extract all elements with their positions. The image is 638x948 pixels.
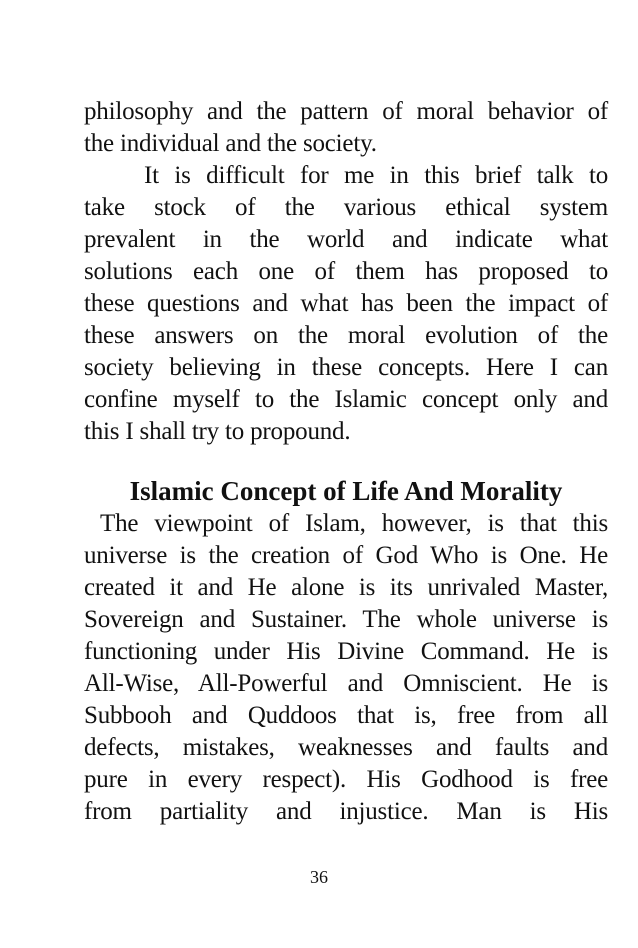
text-line: these answers on the moral evolution of the [84,322,608,349]
text-line: Sovereign and Sustainer. The whole universe is [84,606,608,633]
text-line: these questions and what has been the impact of [84,290,608,317]
text-line: universe is the creation of God Who is One. He [84,542,608,569]
text-line: The viewpoint of Islam, however, is that this [100,510,608,537]
text-line: Subbooh and Quddoos that is, free from all [84,702,608,729]
section-heading: Islamic Concept of Life And Morality [129,476,563,506]
text-line: defects, mistakes, weaknesses and faults and [84,734,608,761]
text-line: from partiality and injustice. Man is His [84,798,608,825]
text-line: this I shall try to propound. [84,418,351,445]
text-line: All-Wise, All-Powerful and Omniscient. He is [84,670,608,697]
text-line: society believing in these concepts. Here I can [84,354,608,381]
text-line: prevalent in the world and indicate what [84,226,608,253]
text-line: created it and He alone is its unrivaled Master, [84,574,608,601]
text-line: It is difficult for me in this brief talk to [144,162,608,189]
text-line: solutions each one of them has proposed to [84,258,608,285]
text-line: the individual and the society. [84,130,377,157]
text-line: pure in every respect). His Godhood is free [84,766,608,793]
text-line: confine myself to the Islamic concept only and [84,386,608,413]
text-line: philosophy and the pattern of moral behavior of [84,98,608,125]
text-line: take stock of the various ethical system [84,194,608,221]
text-line: functioning under His Divine Command. He is [84,638,608,665]
page-number: 36 [310,867,328,887]
